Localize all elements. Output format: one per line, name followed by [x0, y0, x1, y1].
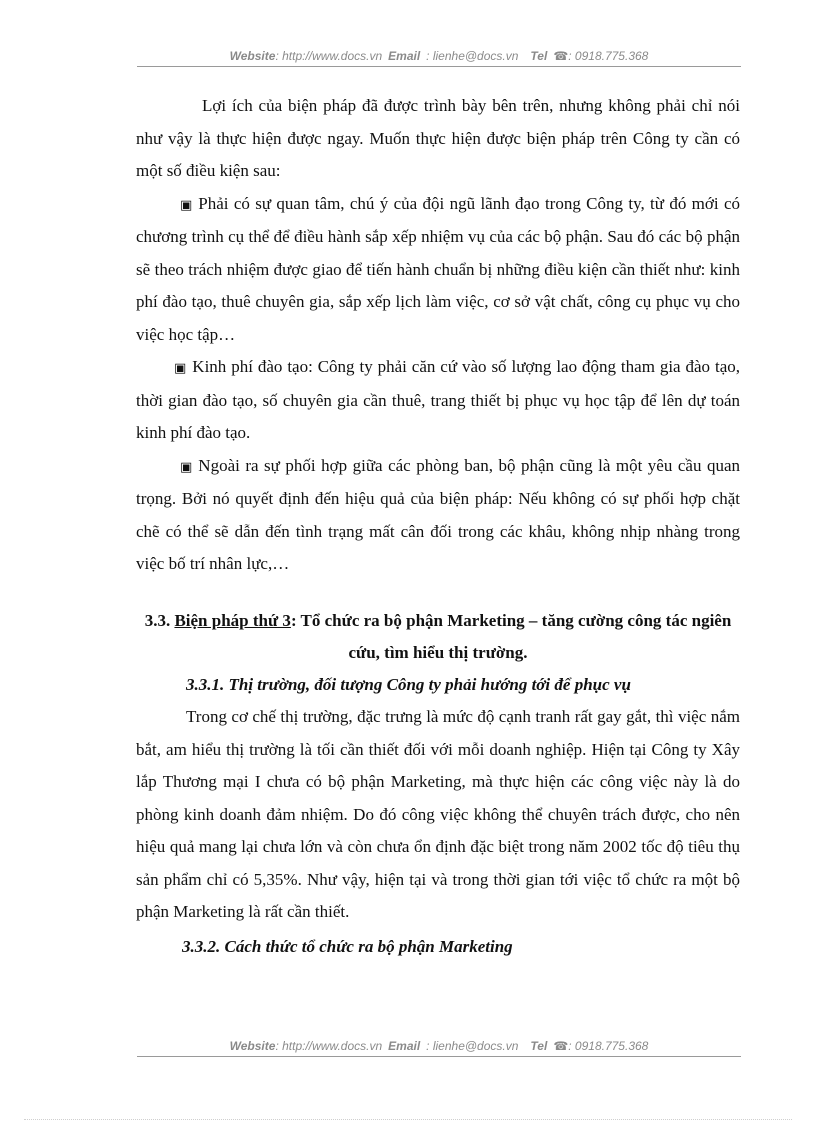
- footer-email-value: : lienhe@docs.vn: [426, 1039, 519, 1053]
- header-website-label: Website: [229, 49, 276, 63]
- square-bullet-icon: ▣: [180, 458, 193, 474]
- header-rule: [137, 66, 741, 67]
- document-body: [136, 90, 740, 963]
- heading-rest: : Tổ chức ra bộ phận Marketing – tăng cường công tác ngiên cứu, tìm hiểu thị trường.: [290, 610, 732, 662]
- bullet-text-1: Phải có sự quan tâm, chú ý của đội ngũ lãnh đạo trong Công ty, từ đó mới có chương trình cụ thể để điều hành sắp xếp nhiệm vụ của các bộ phận. Sau đó các bộ phận sẽ theo trách nhiệm được giao để tiến hành chuẩn bị những điều kiện cần thiết như: kinh phí đào tạo, thuê chuyên gia, sắp xếp lịch làm việc, cơ sở vật chất, công cụ phục vụ cho việc học tập…: [136, 193, 740, 344]
- subheading-3-3-1: 3.3.1. Thị trường, đối tượng Công ty phải hướng tới để phục vụ: [186, 674, 631, 694]
- page-bottom-border: [24, 1119, 792, 1120]
- bullet-text-2: Kinh phí đào tạo: Công ty phải căn cứ vào số lượng lao động tham gia đào tạo, thời gian đào tạo, số chuyên gia cần thuê, trang thiết bị phục vụ học tập để lên dự toán kinh phí đào tạo.: [136, 357, 740, 442]
- bullet-item-1: [136, 188, 740, 352]
- header-tel-label: Tel: [530, 49, 548, 63]
- telephone-icon: ☎: [553, 49, 569, 63]
- heading-number: 3.3.: [144, 610, 171, 630]
- section-heading: [136, 605, 740, 669]
- paragraph-intro: Lợi ích của biện pháp đã được trình bày bên trên, nhưng không phải chỉ nói như vậy là thực hiện được ngay. Muốn thực hiện được biện pháp trên Công ty cần có một số điều kiện sau:: [136, 96, 740, 180]
- paragraph-market: Trong cơ chế thị trường, đặc trưng là mức độ cạnh tranh rất gay gắt, thì việc nắm bắt, am hiểu thị trường là tối cần thiết đối với mỗi doanh nghiệp. Hiện tại Công ty Xây lắp Thương mại I chưa có bộ phận Marketing, mà thực hiện các công việc này là do phòng kinh doanh đảm nhiệm. Do đó công việc không thể chuyên trách được, cho nên hiệu quả mang lại chưa lớn và còn chưa ổn định đặc biệt trong năm 2002 tốc độ tiêu thụ sản phẩm chỉ có 5,35%. Như vậy, hiện tại và trong thời gian tới việc tổ chức ra một bộ phận Marketing là rất cần thiết.: [136, 707, 740, 921]
- bullet-item-2: [136, 351, 740, 450]
- header-email-value: : lienhe@docs.vn: [426, 49, 519, 63]
- header-website-value: : http://www.docs.vn: [275, 49, 383, 63]
- bullet-item-3: [136, 450, 740, 581]
- footer-tel-value: : 0918.775.368: [568, 1039, 649, 1053]
- subheading-3-3-2: 3.3.2. Cách thức tổ chức ra bộ phận Marketing: [182, 936, 513, 956]
- footer-website-value: : http://www.docs.vn: [275, 1039, 383, 1053]
- header-tel-value: : 0918.775.368: [568, 49, 649, 63]
- square-bullet-icon: ▣: [174, 360, 187, 375]
- page-header: [137, 48, 741, 64]
- bullet-text-3: Ngoài ra sự phối hợp giữa các phòng ban, bộ phận cũng là một yêu cầu quan trọng. Bởi nó quyết định đến hiệu quả của biện pháp: Nếu không có sự phối hợp chặt chẽ có thể sẽ dẫn đến tình trạng mất cân đối trong các khâu, không nhịp nhàng trong việc bố trí nhân lực,…: [136, 455, 740, 573]
- footer-rule: [137, 1056, 741, 1057]
- header-email-label: Email: [388, 49, 421, 63]
- page-footer: [137, 1038, 741, 1054]
- square-bullet-icon: ▣: [180, 196, 193, 212]
- heading-underlined: Biện pháp thứ 3: [174, 610, 291, 630]
- footer-tel-label: Tel: [530, 1039, 548, 1053]
- telephone-icon: ☎: [553, 1039, 569, 1053]
- footer-email-label: Email: [388, 1039, 421, 1053]
- footer-website-label: Website: [229, 1039, 276, 1053]
